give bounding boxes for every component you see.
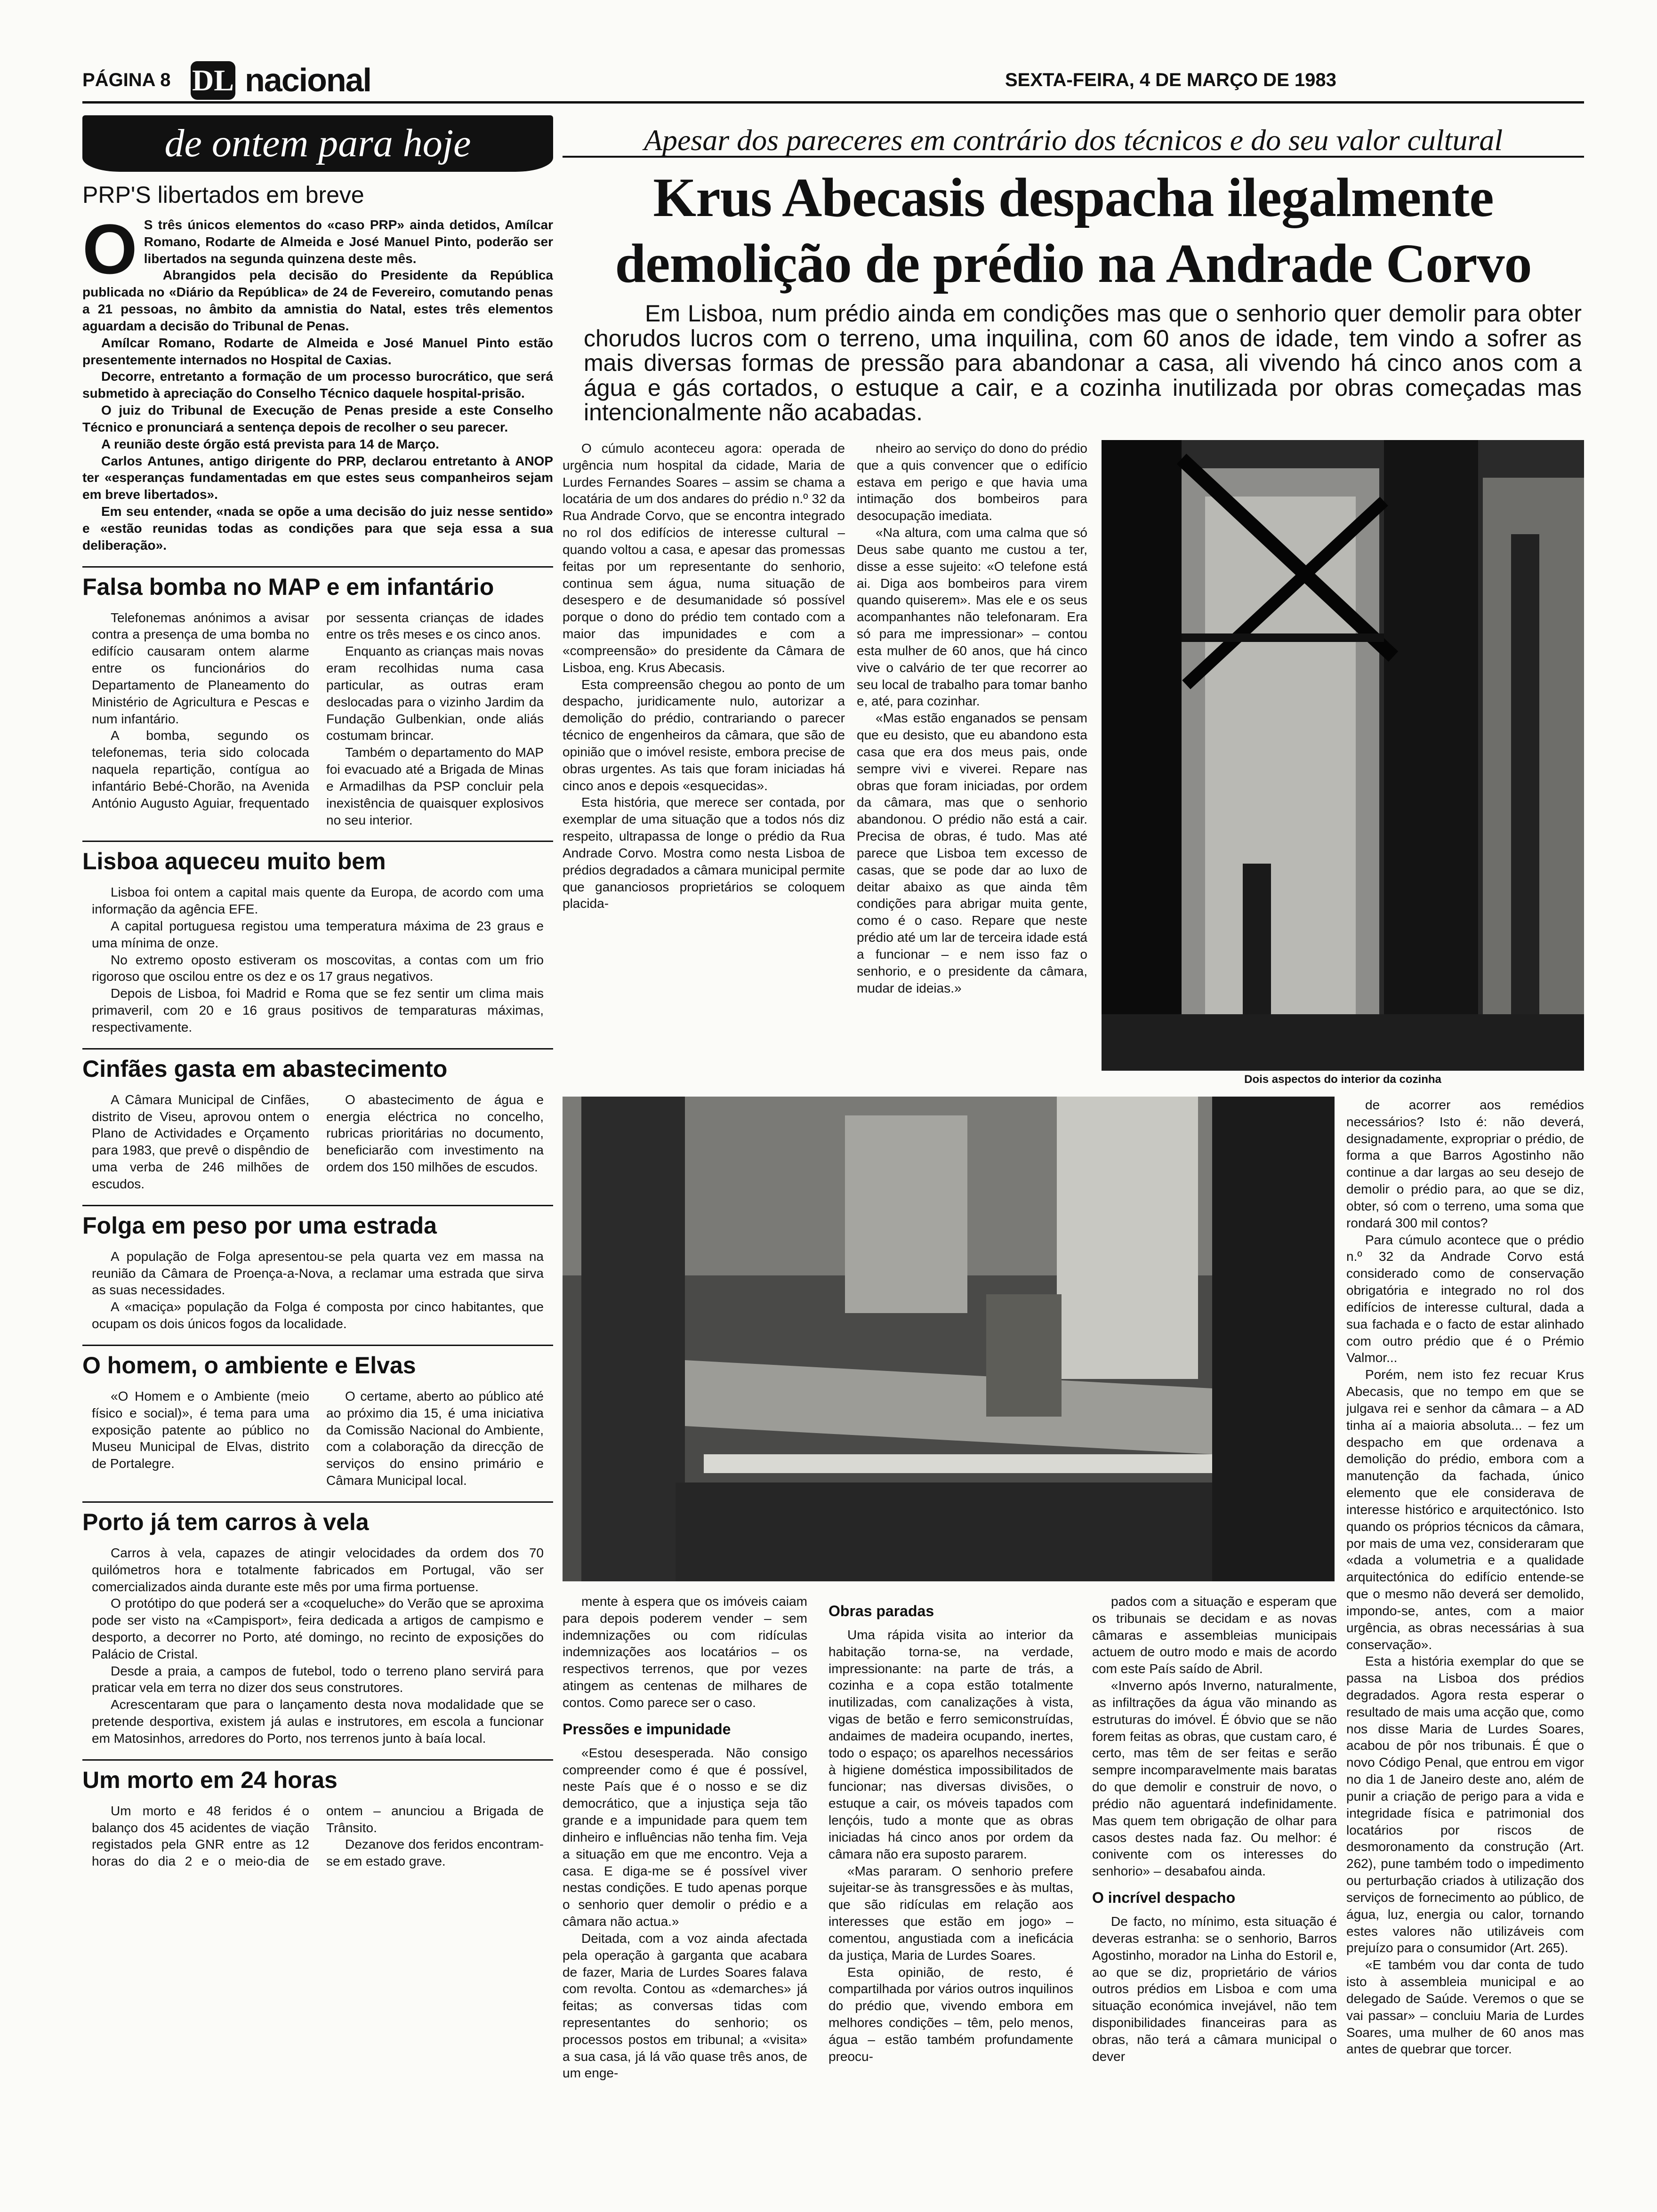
article-column-1 xyxy=(563,440,845,1064)
section-title: nacional xyxy=(245,62,371,98)
article-paragraph: Esta compreensão chegou ao ponto de um despacho, juridicamente nulo, autorizar a demolição do prédio, contrariando o parecer técnico de engenheiros da câmara, que são de opinião que o imóvel resiste, embora precise de obras urgentes. As tais que foram iniciadas há cinco anos e depois «esquecidas». xyxy=(563,677,845,793)
brief-paragraph: A «maciça» população da Folga é composta por cinco habitantes, que ocupam os dois únicos fogos da localidade. xyxy=(92,1299,544,1331)
brief-paragraph: A reunião deste órgão está prevista para 14 de Março. xyxy=(101,436,439,451)
article-paragraph: «E também vou dar conta de tudo isto à assembleia municipal e ao delegado de Saúde. Veremos o que se vai passar» – concluiu Maria de Lurdes Soares, uma mulher de 60 anos mas antes de quebrar que torcer. xyxy=(1346,1957,1584,2057)
brief-um-morto xyxy=(82,1759,553,1870)
article-column-b3 xyxy=(1092,1593,1337,2203)
brief-title: Um morto em 24 horas xyxy=(82,1759,553,1793)
subhead-incrivel: O incrível despacho xyxy=(1092,1889,1236,1907)
brief-title: Cinfães gasta em abastecimento xyxy=(82,1048,553,1082)
page-header xyxy=(82,61,1584,104)
headline-line-1: Krus Abecasis despacha ilegalmente xyxy=(653,167,1494,228)
brief-paragraph: Carlos Antunes, antigo dirigente do PRP, declarou entretanto à ANOP ter «esperanças fundamentadas em que estes seus companheiros sejam em breve libertados». xyxy=(82,453,553,502)
brief-falsa-bomba xyxy=(82,566,553,829)
brief-paragraph: Lisboa foi ontem a capital mais quente da Europa, de acordo com uma informação da agência EFE. xyxy=(92,885,544,917)
article-paragraph: Esta opinião, de resto, é compartilhada por vários outros inquilinos do prédio que, vivendo embora em melhores condições – têm, pelo menos, água – estão também profundamente preocu- xyxy=(828,1964,1073,2064)
article-paragraph: pados com a situação e esperam que os tribunais se decidam e as novas câmaras e assembleias municipais actuem de outro modo e mais de acordo com este País saído de Abril. xyxy=(1092,1594,1337,1676)
brief-paragraph: Decorre, entretanto a formação de um processo burocrático, que será submetido à apreciação do Conselho Técnico daquele hospital-prisão. xyxy=(82,369,553,401)
brief-paragraph: A população de Folga apresentou-se pela quarta vez em massa na reunião da Câmara de Proença-a-Nova, a reclamar uma estrada que sirva as suas necessidades. xyxy=(92,1249,544,1298)
article-column-right xyxy=(1346,1097,1584,2203)
brief-title: Lisboa aqueceu muito bem xyxy=(82,841,553,874)
newspaper-logo: DL xyxy=(191,61,235,100)
brief-title: Folga em peso por uma estrada xyxy=(82,1205,553,1239)
photo-caption: Dois aspectos do interior da cozinha xyxy=(1244,1073,1441,1086)
article-paragraph: de acorrer aos remédios necessários? Isto é: não deverá, designadamente, expropriar o prédio, de forma a que Barros Agostinho não continue a dar largas ao seu desejo de demolir o prédio para, ao que se diz, obter, só com o terreno, uma soma que rondará 300 mil contos? xyxy=(1346,1098,1584,1230)
article-paragraph: Porém, nem isto fez recuar Krus Abecasis, que no tempo em que se julgava rei e senhor da câmara – a AD tinha aí a maioria absoluta... – fez um despacho em que ordenava a demolição do prédio, embora com a manutenção da fachada, único elemento que ele considerava de interesse histórico e arquitectónico. Isto quando os próprios técnicos da câmara, por mais de uma vez, consideraram que «dada a volumetria e a qualidade arquitectónica do edifício entende-se que o mesmo não deverá ser demolido, impondo-se, antes, com a maior urgência, as obras necessárias à sua conservação». xyxy=(1346,1367,1584,1652)
article-paragraph: «Estou desesperada. Não consigo compreender como é que é possível, neste País que é o nosso e se diz democrático, que a injustiça seja tão grande e a impunidade para quem tem dinheiro e influências não tenha fim. Veja a situação em que me encontro. Veja a casa. E diga-me se é possível viver nestas condições. E tudo apenas porque o senhorio quer demolir o prédio e a câmara não actua.» xyxy=(563,1745,807,1929)
brief-paragraph: Desde a praia, a campos de futebol, todo o terreno plano servirá para praticar vela em terra no dizer dos seus construtores. xyxy=(92,1663,544,1695)
article-kicker: Apesar dos pareceres em contrário dos técnicos e do seu valor cultural xyxy=(563,125,1584,158)
brief-paragraph: Depois de Lisboa, foi Madrid e Roma que se fez sentir um clima mais primaveril, com 20 e 16 graus positivos de temparaturas máximas, respectivamente. xyxy=(92,986,544,1034)
drop-cap: O xyxy=(82,209,137,289)
issue-date: SEXTA-FEIRA, 4 DE MARÇO DE 1983 xyxy=(1005,70,1336,90)
subhead-obras: Obras paradas xyxy=(828,1603,934,1619)
article-column-2 xyxy=(857,440,1087,1082)
brief-paragraph: Enquanto as crianças mais novas eram recolhidas numa casa particular, as outras eram deslocadas para o vizinho Jardim da Fundação Gulbenkian, onde aliás costumam brincar. xyxy=(326,644,544,743)
subhead-pressoes: Pressões e impunidade xyxy=(563,1720,731,1738)
article-paragraph: De facto, no mínimo, esta situação é deveras estranha: se o senhorio, Barros Agostinho, morador na Linha do Estoril e, ao que se diz, proprietário de vários outros prédios em Lisboa e com uma situação económica invejável, não tem disponibilidades financeiras para as obras, não terá a câmara municipal o dever xyxy=(1092,1914,1337,2064)
brief-paragraph: No extremo oposto estiveram os moscovitas, a contas com um frio rigoroso que oscilou entre os dez e os 17 graus negativos. xyxy=(92,952,544,984)
brief-paragraph: Também o departamento do MAP foi evacuado até a Brigada de Minas e Armadilhas da PSP concluir pela inexistência de quaisquer explosivos no seu interior. xyxy=(326,745,544,827)
article-paragraph: Esta história, que merece ser contada, por exemplar de uma situação que a todos nós diz respeito, ultrapassa de longe o prédio da Rua Andrade Corvo. Mostra como nesta Lisboa de prédios degradados a câmara municipal permite que gananciosos proprietários se coloquem placida- xyxy=(563,795,845,911)
brief-paragraph: «O Homem e o Ambiente (meio físico e social)», é tema para uma exposição patente ao público no Museu Municipal de Elvas, distrito de Portalegre. xyxy=(92,1388,309,1471)
brief-paragraph: O juiz do Tribunal de Execução de Penas preside a este Conselho Técnico e pronunciará a sentença depois de recolher o seu parecer. xyxy=(82,403,553,434)
article-paragraph: nheiro ao serviço do dono do prédio que a quis convencer que o edifício estava em perigo e que havia uma intimação dos bombeiros para desocupação imediata. xyxy=(857,441,1087,523)
brief-folga xyxy=(82,1205,553,1332)
article-paragraph: «Na altura, com uma calma que só Deus sabe quanto me custou a ter, disse a esse sujeito: «O telefone está ai. Diga aos bombeiros para virem quando quiserem». Mas ele e os seus acompanhantes não telefonaram. Era só para me impressionar» – contou esta mulher de 60 anos, que há cinco vive o calvário de ter que recorrer ao seu local de trabalho para tomar banho e, até, para cozinhar. xyxy=(857,525,1087,709)
brief-paragraph: O protótipo do que poderá ser a «coqueluche» do Verão que se aproxima pode ser visto na «Campisport», feira dedicada a artigos de campismo e desporto, a decorrer no Porto, até domingo, no recinto de exposições do Palácio de Cristal. xyxy=(92,1596,544,1661)
brief-title: Porto já tem carros à vela xyxy=(82,1501,553,1535)
brief-title: PRP'S libertados em breve xyxy=(82,182,364,208)
brief-paragraph: Telefonemas anónimos a avisar contra a presença de uma bomba no edifício causaram ontem alarme entre os funcionários do Departamento de Planeamento do Ministério de Agricultura e Pescas e num infantário. xyxy=(92,610,309,726)
brief-elvas xyxy=(82,1345,553,1489)
brief-porto xyxy=(82,1501,553,1747)
sidebar-masthead: de ontem para hoje xyxy=(82,115,553,172)
brief-paragraph: A bomba, segundo os telefonemas, teria sido colocada naquela repartição, contígua ao infantário Bebé-Chorão, na Avenida António Augusto Aguiar, frequentado por sessenta crianças de idades entre os três meses e os cinco anos. xyxy=(92,610,544,810)
article-column-b1 xyxy=(563,1593,807,2203)
article-paragraph: Esta a história exemplar do que se passa na Lisboa dos prédios degradados. Agora resta esperar o resultado de mais uma acção que, como nos disse Maria de Lurdes Soares, acabou de pôr nos tribunais. É que o novo Código Penal, que entrou em vigor no dia 1 de Janeiro deste ano, além de punir a criação de perigo para a vida e integridade física e patrimonial dos locatários por riscos de desmoronamento da construção (Art. 262), pune também todo o impedimento ou perturbação criados à utilização dos serviços de fornecimento ao público, de água, luz, energia ou calor, tornando estes valores não utilizáveis com prejuízo para o consumidor (Art. 265). xyxy=(1346,1654,1584,1956)
brief-paragraph: A Câmara Municipal de Cinfães, distrito de Viseu, aprovou ontem o Plano de Actividades e Orçamento para 1983, que prevê o dispêndio de uma verba de 246 milhões de escudos. xyxy=(92,1092,309,1191)
article-headline xyxy=(563,165,1584,297)
brief-paragraph: Em seu entender, «nada se opõe a uma decisão do juiz nesse sentido» e «estão reunidas todas as condições para que seja essa a sua deliberação». xyxy=(82,504,553,553)
article-paragraph: O cúmulo aconteceu agora: operada de urgência num hospital da cidade, Maria de Lurdes Fernandes Soares – assim se chama a locatária de um dos andares do prédio n.º 32 da Rua Andrade Corvo, que se encontra integrado no rol dos edifícios de interesse cultural – quando voltou a casa, e apesar das promessas feitas por um representante do senhorio, continua sem água, numa situação de desespero e de desumanidade só possível porque o dono do prédio tem contado com a maior das impunidades e com a «compreensão» do presidente da Câmara de Lisboa, eng. Krus Abecasis. xyxy=(563,441,845,675)
kitchen-photo-top xyxy=(1102,440,1584,1071)
brief-prp xyxy=(82,182,553,554)
brief-title: O homem, o ambiente e Elvas xyxy=(82,1345,553,1378)
brief-paragraph: Amílcar Romano, Rodarte de Almeida e José Manuel Pinto estão presentemente internados no Hospital de Caxias. xyxy=(82,335,553,367)
brief-cinfaes xyxy=(82,1048,553,1193)
article-lead: Em Lisboa, num prédio ainda em condições mas que o senhorio quer demolir para obter chorudos lucros com o terreno, uma inquilina, com 60 anos de idade, tem vindo a sofrer as mais diversas formas de pressão para abandonar a casa, ali vivendo há cinco anos com a água e gás cortados, o estuque a cair, e a cozinha inutilizada por obras começadas mas intencionalmente não acabadas. xyxy=(584,300,1582,425)
brief-paragraph: O S três únicos elementos do «caso PRP» ainda detidos, Amílcar Romano, Rodarte de Almeida e José Manuel Pinto, poderão ser libertados na segunda quinzena deste mês. xyxy=(82,209,553,289)
article-paragraph: «Mas estão enganados se pensam que eu desisto, que eu abandono esta casa que era dos meus pais, onde sempre vivi e viverei. Repare nas obras que foram iniciadas, por ordem da câmara, mas que o senhorio abandonou. O prédio não está a cair. Precisa de obras, é tudo. Mas até parece que Lisboa tem excesso de casas, que se pode dar ao luxo de deitar abaixo as que ainda têm condições para abrigar muita gente, como é o caso. Repare que neste prédio até um lar de terceira idade está a funcionar – e nem isso faz o senhorio, e o presidente da câmara, mudar de ideias.» xyxy=(857,711,1087,995)
brief-paragraph: Acrescentaram que para o lançamento desta nova modalidade que se pretende desportiva, existem já aulas e instrutores, em escola a funcionar em Matosinhos, arredores do Porto, nos terrenos junto à baía local. xyxy=(92,1697,544,1746)
brief-paragraph: Carros à vela, capazes de atingir velocidades da ordem dos 70 quilómetros hora e totalmente fabricados em Portugal, vão ser comercializados ainda durante este mês por uma firma portuense. xyxy=(92,1545,544,1594)
brief-paragraph: Dezanove dos feridos encontram-se em estado grave. xyxy=(326,1837,544,1869)
article-paragraph: Para cúmulo acontece que o prédio n.º 32 da Andrade Corvo está considerado como de conservação obrigatória e integrado no rol dos edifícios de interesse cultural, dada a sua fachada e o facto de estar alinhado com outro prédio que é o Prémio Valmor... xyxy=(1346,1232,1584,1365)
brief-paragraph: O abastecimento de água e energia eléctrica no concelho, rubricas prioritárias no documento, beneficiarão com investimento na ordem dos 150 milhões de escudos. xyxy=(326,1092,544,1175)
brief-paragraph: Um morto e 48 feridos é o balanço dos 45 acidentes de viação registados pela GNR entre as 12 horas do dia 2 e o meio-dia de ontem – anunciou a Brigada de Trânsito. xyxy=(92,1803,544,1869)
brief-lisboa xyxy=(82,841,553,1035)
article-paragraph: «Inverno após Inverno, naturalmente, as infiltrações da água vão minando as estruturas do imóvel. É óbvio que se não forem feitas as obras, que custam caro, é certo, mas têm de ser feitas e serão sempre incomparavelmente mais baratas do que demolir e construir de novo, o prédio não aguentará indefinidamente. Mas quem tem obrigação de olhar para casos destes nada faz. Ou melhor: é conivente com os interesses do senhorio» – desabafou ainda. xyxy=(1092,1678,1337,1879)
headline-line-2: demolição de prédio na Andrade Corvo xyxy=(615,232,1532,294)
brief-paragraph: O certame, aberto ao público até ao próximo dia 15, é uma iniciativa da Comissão Nacional do Ambiente, com a colaboração da direcção de serviços do ensino primário e Câmara Municipal local. xyxy=(326,1388,544,1488)
article-paragraph: mente à espera que os imóveis caiam para depois poderem vender – sem indemnizações ou com ridículas indemnizações aos locatários – os respectivos terrenos, que por vezes atingem as centenas de milhares de contos. Como parece ser o caso. xyxy=(563,1594,807,1710)
article-paragraph: «Mas pararam. O senhorio prefere sujeitar-se às transgressões e às multas, que são ridículas em relação aos interesses que estão em jogo» – comentou, angustiada com a ineficácia da justiça, Maria de Lurdes Soares. xyxy=(828,1863,1073,1963)
article-paragraph: Uma rápida visita ao interior da habitação torna-se, na verdade, impressionante: na parte de trás, a cozinha e a copa estão totalmente inutilizadas, com canalizações à vista, vigas de betão e ferro semiconstruídas, andaimes de madeira ocupando, inertes, todo o espaço; os aparelhos necessários à higiene doméstica impossibilitados de funcionar; nas diversas divisões, o estuque a cair, os móveis tapados com lençóis, tudo a monte que as obras iniciadas há cinco anos por ordem da câmara não era suposto pararem. xyxy=(828,1627,1073,1861)
article-column-b2 xyxy=(828,1593,1073,2203)
kitchen-photo-bottom xyxy=(563,1097,1335,1581)
page-number: PÁGINA 8 xyxy=(82,70,171,90)
brief-title: Falsa bomba no MAP e em infantário xyxy=(82,566,553,600)
briefs-sidebar xyxy=(82,115,553,2196)
brief-paragraph: Abrangidos pela decisão do Presidente da República publicada no «Diário da República» de 24 de Fevereiro, comutando penas a 21 pessoas, no âmbito da amnistia do Natal, estes três elementos aguardam a decisão do Tribunal de Penas. xyxy=(82,268,553,333)
brief-paragraph: A capital portuguesa registou uma temperatura máxima de 23 graus e uma mínima de onze. xyxy=(92,918,544,950)
article-paragraph: Deitada, com a voz ainda afectada pela operação à garganta que acabara de fazer, Maria de Lurdes Soares falava com revolta. Contou as «demarches» já feitas; as conversas tidas com representantes do senhorio; os processos postos em tribunal; a «visita» a sua casa, já lá vão quase três anos, de um enge- xyxy=(563,1931,807,2081)
